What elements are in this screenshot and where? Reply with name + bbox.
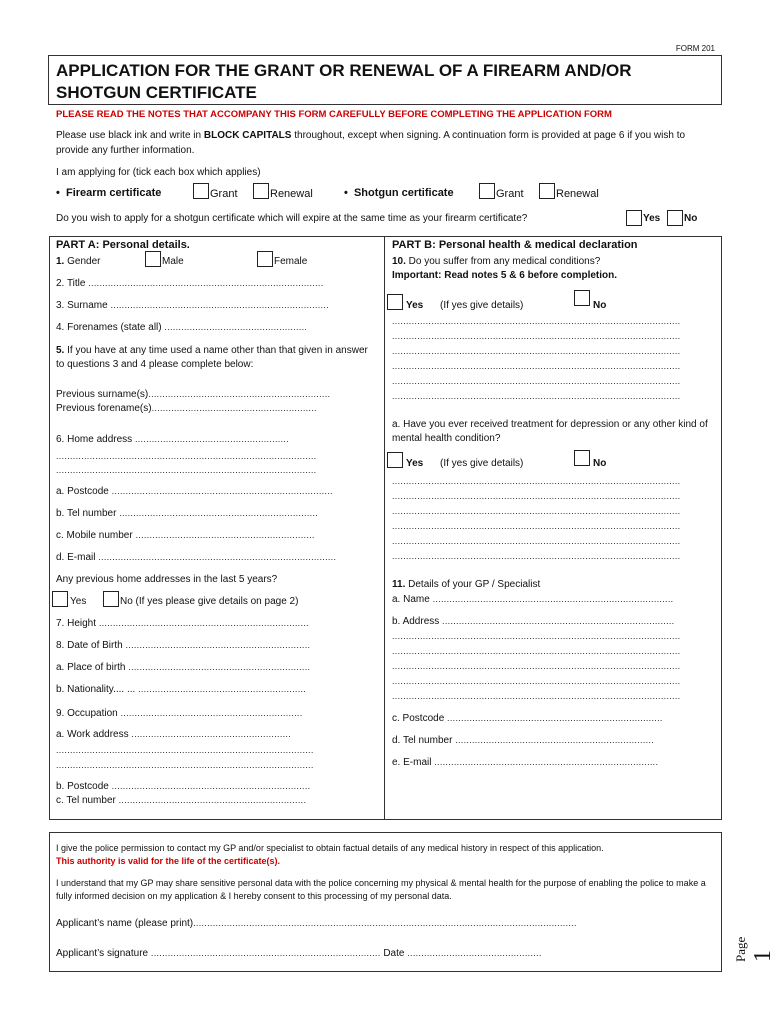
q10a-yes-label: Yes <box>406 458 424 469</box>
consent-validity: This authority is valid for the life of the certificate(s). <box>56 856 281 866</box>
gp-postcode-field[interactable]: c. Postcode ............................................................................. <box>392 713 663 724</box>
prev-address-no-label: No (If yes please give details on page 2) <box>120 596 299 607</box>
expire-question: Do you wish to apply for a shotgun certificate which will expire at the same time as your firearm certificate? <box>56 213 528 224</box>
gp-address-line[interactable]: ....................................................................................................... <box>392 661 681 671</box>
expire-yes-label: Yes <box>643 213 661 224</box>
consent-permission: I give the police permission to contact my GP and/or specialist to obtain factual details of any medical history in respect of this application. <box>56 843 604 853</box>
male-checkbox[interactable] <box>145 251 161 267</box>
prev-address-yes-label: Yes <box>70 596 87 607</box>
shotgun-renewal-checkbox[interactable] <box>539 183 555 199</box>
nationality-field[interactable]: b. Nationality.... ... ............................................................ <box>56 684 307 695</box>
birthplace-field[interactable]: a. Place of birth ................................................................. <box>56 662 311 673</box>
q10-no-label: No <box>593 300 607 311</box>
title-field[interactable]: 2. Title .................................................................................... <box>56 278 324 289</box>
firearm-grant-checkbox[interactable] <box>193 183 209 199</box>
q10a-details-line[interactable]: ....................................................................................................... <box>392 506 681 516</box>
height-field[interactable]: 7. Height ........................................................................... <box>56 618 309 629</box>
q10a-question: a. Have you ever received treatment for depression or any other kind of mental health condition? <box>392 419 708 444</box>
q10-if-yes: (If yes give details) <box>440 300 524 311</box>
q11-question: 11. Details of your GP / Specialist <box>392 579 541 590</box>
column-divider <box>384 236 385 820</box>
q10a-if-yes: (If yes give details) <box>440 458 524 469</box>
gp-name-field[interactable]: a. Name ...................................................................................... <box>392 594 674 605</box>
q10a-details-line[interactable]: ....................................................................................................... <box>392 521 681 531</box>
q10-yes-checkbox[interactable] <box>387 294 403 310</box>
shotgun-label: • Shotgun certificate <box>344 187 454 199</box>
intro-text: Please use black ink and write in BLOCK CAPITALS throughout, except when signing. A continuation form is provided at page 6 if you wish to provide any further information. <box>56 130 686 156</box>
shotgun-grant-label: Grant <box>496 188 524 200</box>
firearm-label: • Firearm certificate <box>56 187 162 199</box>
form-number: FORM 201 <box>675 44 715 53</box>
q10-no-checkbox[interactable] <box>574 290 590 306</box>
home-address-line[interactable]: ............................................................................................. <box>56 465 317 475</box>
other-name-question: 5. If you have at any time used a name other than that given in answer to questions 3 and 4 please complete below: <box>56 345 368 370</box>
gp-address-line[interactable]: ....................................................................................................... <box>392 631 681 641</box>
mobile-field[interactable]: c. Mobile number ................................................................ <box>56 530 315 541</box>
page-number: Page 1 <box>733 936 776 962</box>
q10-details-line[interactable]: ....................................................................................................... <box>392 391 681 401</box>
work-postcode-field[interactable]: b. Postcode ....................................................................... <box>56 781 311 792</box>
q10a-no-checkbox[interactable] <box>574 450 590 466</box>
q10a-yes-checkbox[interactable] <box>387 452 403 468</box>
firearm-renewal-checkbox[interactable] <box>253 183 269 199</box>
gender-label: 1. Gender <box>56 256 101 267</box>
q10-details-line[interactable]: ....................................................................................................... <box>392 376 681 386</box>
dob-field[interactable]: 8. Date of Birth .................................................................. <box>56 640 311 651</box>
work-tel-field[interactable]: c. Tel number ................................................................... <box>56 795 307 806</box>
female-checkbox[interactable] <box>257 251 273 267</box>
work-address-line[interactable]: ............................................................................................ <box>56 745 314 755</box>
occupation-field[interactable]: 9. Occupation ................................................................. <box>56 708 303 719</box>
email-field[interactable]: d. E-mail ..................................................................................... <box>56 552 337 563</box>
work-address-field[interactable]: a. Work address ......................................................... <box>56 729 292 740</box>
gp-address-line[interactable]: ....................................................................................................... <box>392 676 681 686</box>
home-address-field[interactable]: 6. Home address ....................................................... <box>56 434 289 445</box>
surname-field[interactable]: 3. Surname .............................................................................. <box>56 300 329 311</box>
q10-details-line[interactable]: ....................................................................................................... <box>392 346 681 356</box>
q10a-details-line[interactable]: ....................................................................................................... <box>392 491 681 501</box>
page-title: APPLICATION FOR THE GRANT OR RENEWAL OF A FIREARM AND/OR SHOTGUN CERTIFICATE <box>56 61 632 102</box>
forenames-field[interactable]: 4. Forenames (state all) ................................................... <box>56 322 308 333</box>
notice: PLEASE READ THE NOTES THAT ACCOMPANY THIS FORM CAREFULLY BEFORE COMPLETING THE APPLICATION FORM <box>56 109 612 120</box>
applicant-signature-field[interactable]: Applicant’s signature .................................................................................. Date ................................................ <box>56 948 542 959</box>
prev-address-no-checkbox[interactable] <box>103 591 119 607</box>
q10-details-line[interactable]: ....................................................................................................... <box>392 316 681 326</box>
prev-address-yes-checkbox[interactable] <box>52 591 68 607</box>
gp-address-field[interactable]: b. Address ................................................................................... <box>392 616 675 627</box>
prev-surname-field[interactable]: Previous surname(s)................................................................. <box>56 389 331 400</box>
expire-yes-checkbox[interactable] <box>626 210 642 226</box>
gp-address-line[interactable]: ....................................................................................................... <box>392 646 681 656</box>
applicant-name-field[interactable]: Applicant’s name (please print)......................................................................................................................................... <box>56 918 577 929</box>
firearm-grant-label: Grant <box>210 188 238 200</box>
tel-field[interactable]: b. Tel number ....................................................................... <box>56 508 319 519</box>
q10-yes-label: Yes <box>406 300 424 311</box>
female-label: Female <box>274 256 308 267</box>
shotgun-grant-checkbox[interactable] <box>479 183 495 199</box>
prev-address-question: Any previous home addresses in the last 5 years? <box>56 574 278 585</box>
gp-address-line[interactable]: ....................................................................................................... <box>392 691 681 701</box>
part-b-heading: PART B: Personal health & medical declaration <box>392 239 638 251</box>
prev-forename-field[interactable]: Previous forename(s)........................................................... <box>56 403 317 414</box>
work-address-line[interactable]: ............................................................................................ <box>56 760 314 770</box>
firearm-renewal-label: Renewal <box>270 188 313 200</box>
q10-details-line[interactable]: ....................................................................................................... <box>392 331 681 341</box>
gp-email-field[interactable]: e. E-mail ................................................................................ <box>392 757 659 768</box>
q10a-details-line[interactable]: ....................................................................................................... <box>392 476 681 486</box>
q10a-details-line[interactable]: ....................................................................................................... <box>392 536 681 546</box>
postcode-field[interactable]: a. Postcode ............................................................................... <box>56 486 333 497</box>
male-label: Male <box>162 256 184 267</box>
expire-no-checkbox[interactable] <box>667 210 683 226</box>
important-note: Important: Read notes 5 & 6 before completion. <box>392 270 618 281</box>
consent-understand: I understand that my GP may share sensitive personal data with the police concerning my physical & mental health for the purpose of enabling the police to make a fully informed decision on my application & I hereby consent to this processing of my personal data. <box>56 878 706 901</box>
home-address-line[interactable]: ............................................................................................. <box>56 451 317 461</box>
q10a-no-label: No <box>593 458 607 469</box>
q10-question: 10. Do you suffer from any medical conditions? <box>392 256 601 267</box>
q10-details-line[interactable]: ....................................................................................................... <box>392 361 681 371</box>
applying-for: I am applying for (tick each box which applies) <box>56 167 261 178</box>
q10a-details-line[interactable]: ....................................................................................................... <box>392 551 681 561</box>
shotgun-renewal-label: Renewal <box>556 188 599 200</box>
gp-tel-field[interactable]: d. Tel number ....................................................................... <box>392 735 655 746</box>
part-a-heading: PART A: Personal details. <box>56 239 190 251</box>
expire-no-label: No <box>684 213 698 224</box>
